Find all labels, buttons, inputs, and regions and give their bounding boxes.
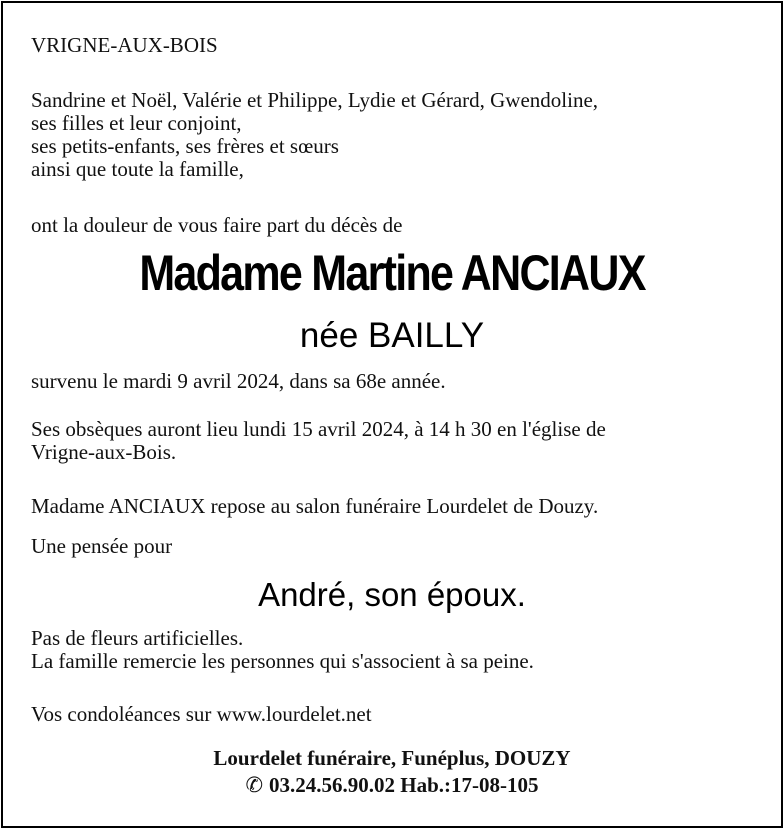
rest-info: Madame ANCIAUX repose au salon funéraire Lourdelet de Douzy. (31, 494, 599, 518)
death-info: survenu le mardi 9 avril 2024, dans sa 68e année. (31, 369, 446, 393)
notes-block (31, 627, 534, 673)
thought-intro: Une pensée pour (31, 534, 173, 558)
funeral-line-2: Vrigne-aux-Bois. (31, 440, 177, 464)
footer-company: Lourdelet funéraire, Funéplus, DOUZY (213, 746, 571, 770)
phone-icon: ✆ (245, 773, 264, 797)
thought-person: André, son époux. (258, 576, 526, 613)
family-line-2: ses filles et leur conjoint, (31, 111, 242, 135)
location: VRIGNE-AUX-BOIS (31, 33, 218, 57)
notes-line-2: La famille remercie les personnes qui s'associent à sa peine. (31, 649, 534, 673)
deceased-name: Madame Martine ANCIAUX (139, 245, 645, 301)
footer-contact: 03.24.56.90.02 Hab.:17-08-105 (269, 773, 539, 797)
announcement: ont la douleur de vous faire part du décès de (31, 213, 403, 237)
condolences: Vos condoléances sur www.lourdelet.net (31, 702, 372, 726)
family-line-4: ainsi que toute la famille, (31, 157, 244, 181)
family-block (31, 89, 598, 181)
funeral-line-1: Ses obsèques auront lieu lundi 15 avril 2024, à 14 h 30 en l'église de (31, 417, 606, 441)
family-line-3: ses petits-enfants, ses frères et sœurs (31, 134, 339, 158)
notes-line-1: Pas de fleurs artificielles. (31, 626, 244, 650)
maiden-name: née BAILLY (299, 316, 485, 355)
funeral-block (31, 418, 750, 464)
footer-contact-line (0, 772, 784, 798)
family-line-1: Sandrine et Noël, Valérie et Philippe, Lydie et Gérard, Gwendoline, (31, 88, 599, 112)
